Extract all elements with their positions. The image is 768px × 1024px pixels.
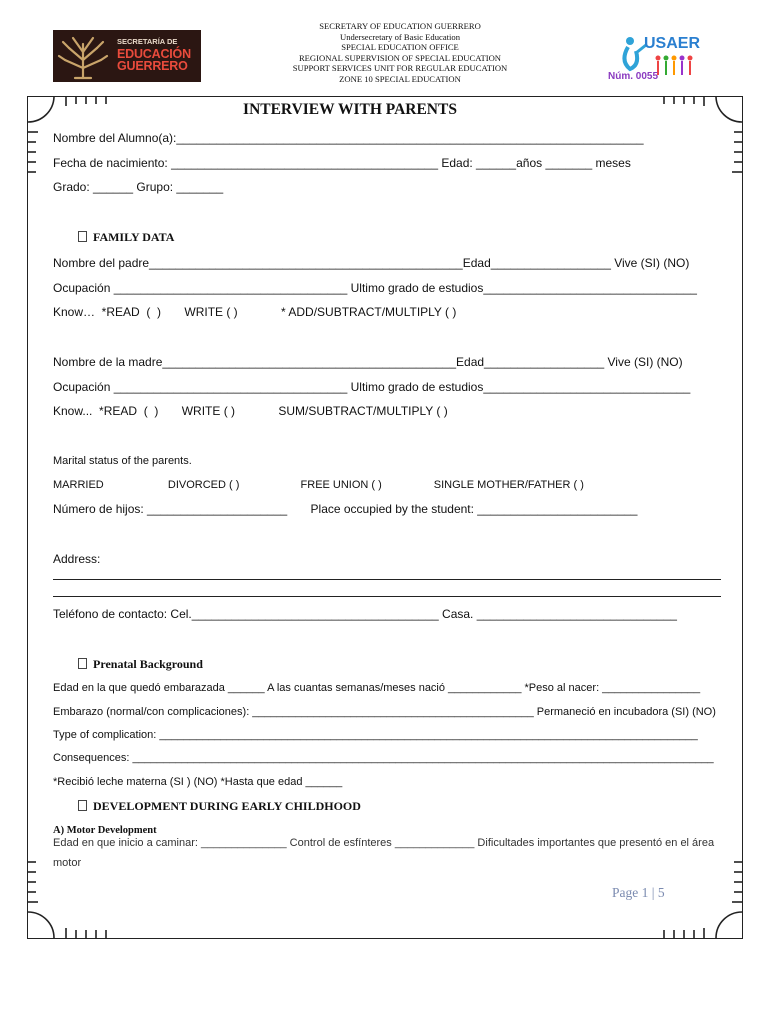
address-line-2[interactable] (53, 596, 721, 597)
prenatal-heading: Prenatal Background (78, 657, 203, 672)
checkbox-icon (78, 658, 87, 669)
father-name-field[interactable]: Nombre del padre_______________________________________________Edad__________________ Vive (SI) (NO) (53, 256, 690, 270)
complication-field[interactable]: Type of complication: ________________________________________________________________________________________ (53, 729, 698, 741)
header-line: ZONE 10 SPECIAL EDUCATION (339, 73, 461, 84)
logo-line2: EDUCACIÓN (117, 47, 191, 61)
breastfeeding-field[interactable]: *Recibió leche materna (SI ) (NO) *Hasta que edad ______ (53, 776, 343, 788)
mother-name-field[interactable]: Nombre de la madre____________________________________________Edad__________________ Vive (SI) (NO) (53, 355, 683, 369)
page-title: INTERVIEW WITH PARENTS (243, 101, 457, 118)
logo-line3: GUERRERO (117, 59, 188, 73)
header-line: SUPPORT SERVICES UNIT FOR REGULAR EDUCATION (292, 63, 508, 74)
checkbox-icon (78, 231, 87, 242)
mother-occupation-field[interactable]: Ocupación ___________________________________ Ultimo grado de estudios_______________________________ (53, 380, 691, 394)
page-number: Page 1 | 5 (612, 885, 665, 900)
address-line-1[interactable] (53, 579, 721, 580)
motor-difficulties-field[interactable]: motor (53, 857, 82, 869)
children-field[interactable]: Número de hijos: _____________________ Place occupied by the student: ________________________ (53, 502, 638, 516)
father-knowledge-field[interactable]: Know… *READ ( ) WRITE ( ) * ADD/SUBTRACT/MULTIPLY ( ) (53, 305, 457, 319)
birth-date-field[interactable]: Fecha de nacimiento: ________________________________________ Edad: ______años _______ meses (53, 156, 631, 170)
student-name-field[interactable]: Nombre del Alumno(a):______________________________________________________________________ (53, 131, 644, 145)
header-line: Undersecretary of Basic Education (339, 31, 461, 42)
header-line: SECRETARY OF EDUCATION GUERRERO (319, 21, 481, 31)
logo-line1: SECRETARÍA DE (117, 37, 178, 46)
mother-knowledge-field[interactable]: Know... *READ ( ) WRITE ( ) SUM/SUBTRACT/MULTIPLY ( ) (53, 404, 448, 418)
usaer-name: USAER (644, 35, 701, 52)
header-line: REGIONAL SUPERVISION OF SPECIAL EDUCATION (298, 52, 502, 63)
marital-status-options[interactable]: MARRIED DIVORCED ( ) FREE UNION ( ) SINGLE MOTHER/FATHER ( ) (53, 479, 584, 491)
pregnancy-age-field[interactable]: Edad en la que quedó embarazada ______ A las cuantas semanas/meses nació ____________ *Peso al nacer: ________________ (53, 682, 701, 694)
checkbox-icon (78, 800, 87, 811)
phone-field[interactable]: Teléfono de contacto: Cel._____________________________________ Casa. ______________________________ (53, 607, 677, 621)
usaer-number: Núm. 0055 (608, 71, 659, 82)
address-label: Address: (53, 552, 101, 566)
motor-development-subheading: A) Motor Development (53, 825, 157, 836)
family-data-heading: FAMILY DATA (78, 230, 174, 245)
marital-status-label: Marital status of the parents. (53, 455, 192, 467)
header-line: SPECIAL EDUCATION OFFICE (341, 42, 459, 53)
development-heading: DEVELOPMENT DURING EARLY CHILDHOOD (78, 799, 361, 814)
father-occupation-field[interactable]: Ocupación ___________________________________ Ultimo grado de estudios________________________________ (53, 281, 697, 295)
walking-age-field[interactable]: Edad en que inicio a caminar: ______________ Control de esfínteres _____________ Dificultades importantes que presentó en el área (53, 837, 715, 849)
consequences-field[interactable]: Consequences: _______________________________________________________________________________________________ (53, 752, 714, 764)
grade-group-field[interactable]: Grado: ______ Grupo: _______ (53, 180, 224, 194)
pregnancy-type-field[interactable]: Embarazo (normal/con complicaciones): ______________________________________________ Permaneció en incubadora (SI) (NO) (53, 706, 716, 718)
